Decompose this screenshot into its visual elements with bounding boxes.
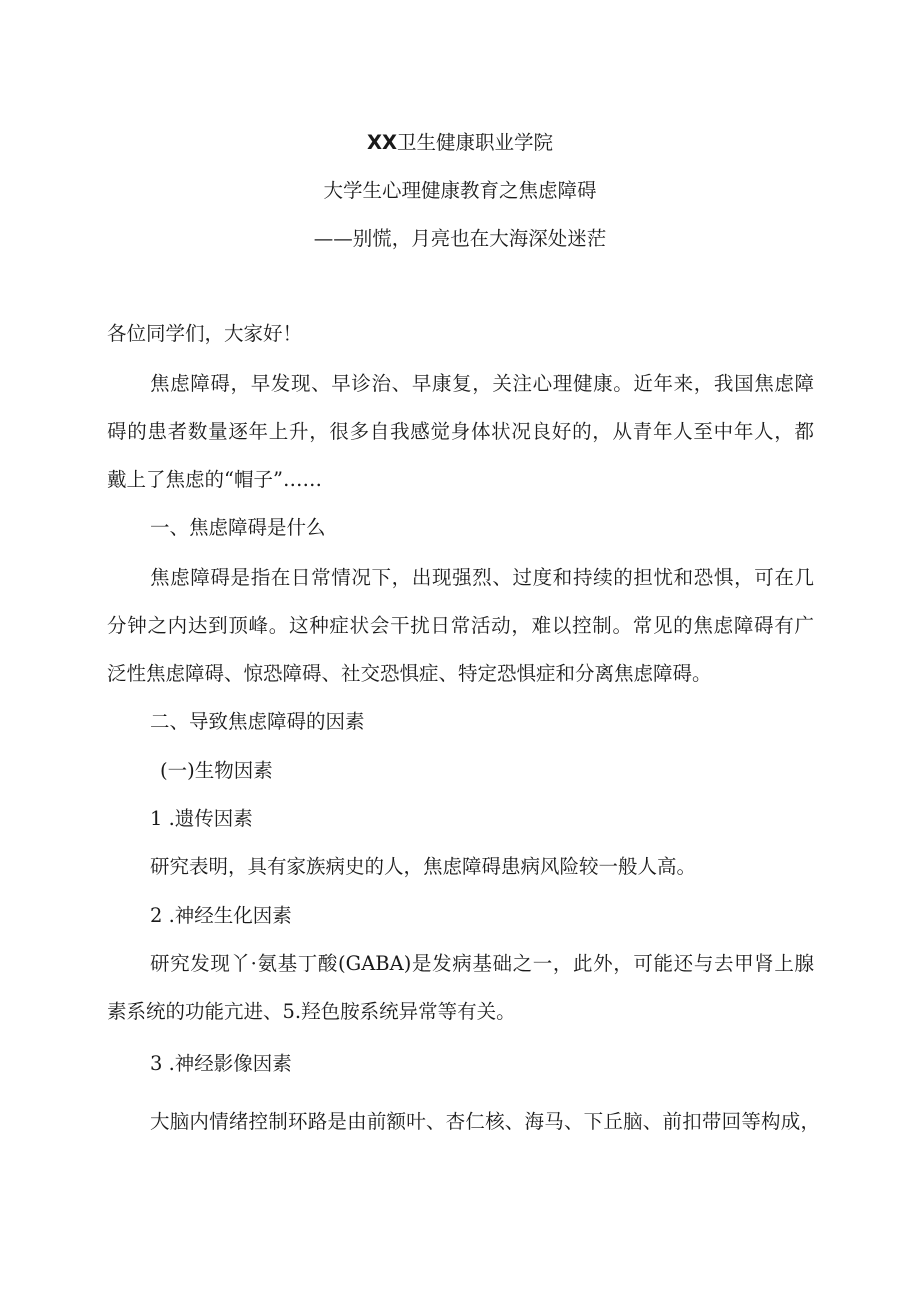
intro-line-3: 戴上了焦虑的“帽子”…… xyxy=(107,468,322,491)
school-prefix: XX xyxy=(366,131,398,154)
intro-line-2: 碍的患者数量逐年上升，很多自我感觉身体状况良好的，从青年人至中年人，都 xyxy=(107,420,814,443)
item1-heading: 1 .遗传因素 xyxy=(150,807,253,830)
subsection1-heading: (一)生物因素 xyxy=(160,759,273,782)
item2-heading: 2 .神经生化因素 xyxy=(150,904,292,927)
document-subtitle: ——别慌，月亮也在大海深处迷茫 xyxy=(313,227,607,250)
greeting: 各位同学们，大家好！ xyxy=(107,322,303,345)
section1-line-3: 泛性焦虑障碍、惊恐障碍、社交恐惧症、特定恐惧症和分离焦虑障碍。 xyxy=(107,662,712,685)
section1-line-1: 焦虑障碍是指在日常情况下，出现强烈、过度和持续的担忧和恐惧，可在几 xyxy=(150,566,814,589)
item1-text: 研究表明，具有家族病史的人，焦虑障碍患病风险较一般人高。 xyxy=(150,855,697,878)
section2-heading: 二、导致焦虑障碍的因素 xyxy=(150,710,365,733)
item2-line-1: 研究发现丫·氨基丁酸(GABA)是发病基础之一，此外，可能还与去甲肾上腺 xyxy=(150,952,814,975)
item2-line-2: 素系统的功能亢进、5.羟色胺系统异常等有关。 xyxy=(107,1000,516,1023)
section1-line-2: 分钟之内达到顶峰。这种症状会干扰日常活动，难以控制。常见的焦虑障碍有广 xyxy=(107,614,814,637)
school-name: 卫生健康职业学院 xyxy=(397,131,554,154)
school-title xyxy=(0,129,920,157)
section1-heading: 一、焦虑障碍是什么 xyxy=(150,516,326,539)
document-title: 大学生心理健康教育之焦虑障碍 xyxy=(323,179,597,202)
item3-heading: 3 .神经影像因素 xyxy=(150,1052,292,1075)
item3-text: 大脑内情绪控制环路是由前额叶、杏仁核、海马、下丘脑、前扣带回等构成， xyxy=(150,1110,820,1133)
intro-line-1: 焦虑障碍，早发现、早诊治、早康复，关注心理健康。近年来，我国焦虑障 xyxy=(150,372,814,395)
